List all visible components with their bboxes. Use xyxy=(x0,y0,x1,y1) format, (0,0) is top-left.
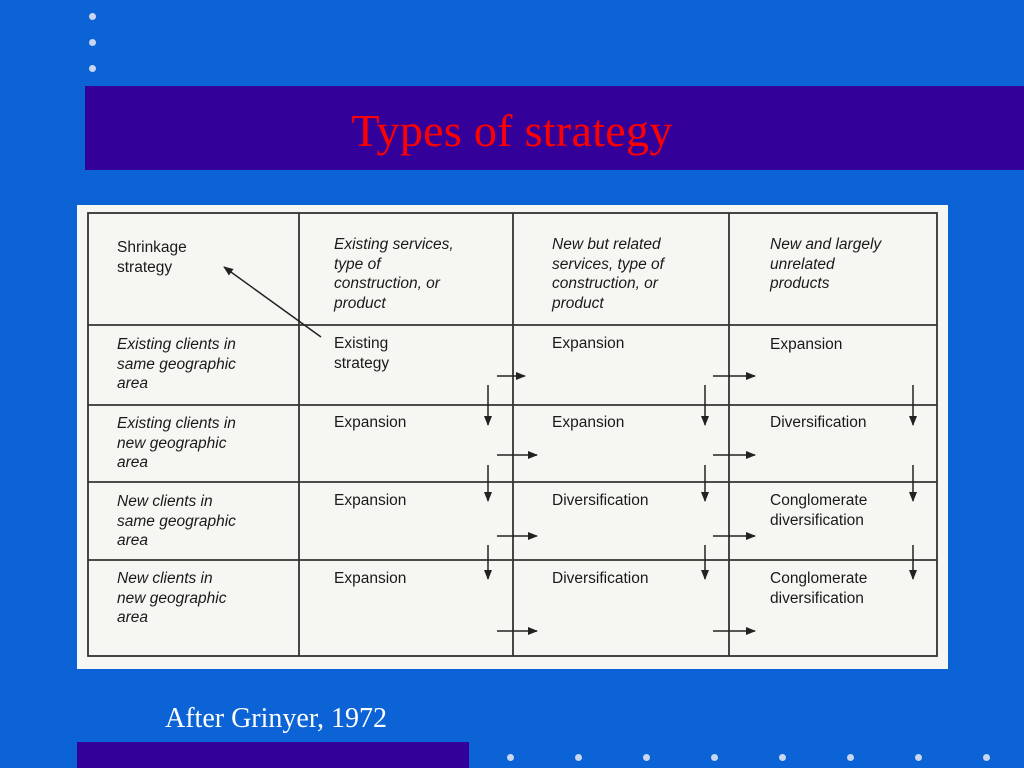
matrix-cell: Diversification xyxy=(552,570,649,587)
row-label: New clients in new geographic area xyxy=(117,570,227,626)
decorative-dot xyxy=(575,754,582,761)
footer-band xyxy=(77,742,469,768)
matrix-cell: Expansion xyxy=(334,492,407,509)
decorative-dot xyxy=(89,13,96,20)
matrix-cell: Expansion xyxy=(770,336,843,353)
matrix-cell: Expansion xyxy=(334,570,407,587)
matrix-cell: Existing strategy xyxy=(334,335,390,372)
row-label: New clients in same geographic area xyxy=(117,493,236,549)
shrinkage-arrow xyxy=(224,267,321,337)
decorative-dot xyxy=(983,754,990,761)
matrix-cell: Expansion xyxy=(552,414,625,431)
decorative-dot xyxy=(711,754,718,761)
decorative-dot xyxy=(915,754,922,761)
row-label: Existing clients in same geographic area xyxy=(117,336,236,392)
row-label: Existing clients in new geographic area xyxy=(117,415,236,471)
shrinkage-strategy-label: Shrinkage strategy xyxy=(117,239,187,276)
source-caption: After Grinyer, 1972 xyxy=(165,703,388,734)
matrix-cell: Conglomerate diversification xyxy=(770,570,868,607)
decorative-dot xyxy=(89,39,96,46)
decorative-dots-top xyxy=(89,10,99,76)
matrix-cell: Expansion xyxy=(552,335,625,352)
matrix-cell: Expansion xyxy=(334,414,407,431)
decorative-dots-bottom xyxy=(505,752,1005,762)
decorative-dot xyxy=(779,754,786,761)
slide-title: Types of strategy xyxy=(351,105,673,156)
decorative-dot xyxy=(89,65,96,72)
column-header-unrelated: New and largely unrelated products xyxy=(770,236,882,292)
matrix-cell: Diversification xyxy=(552,492,649,509)
decorative-dot xyxy=(847,754,854,761)
matrix-cell: Conglomerate diversification xyxy=(770,492,868,529)
column-header-existing: Existing services, type of construction, or product xyxy=(334,236,454,312)
column-header-new-related: New but related services, type of construction, or product xyxy=(552,236,664,312)
decorative-dot xyxy=(507,754,514,761)
strategy-matrix-figure xyxy=(77,205,948,669)
decorative-dot xyxy=(643,754,650,761)
matrix-cell: Diversification xyxy=(770,414,867,431)
